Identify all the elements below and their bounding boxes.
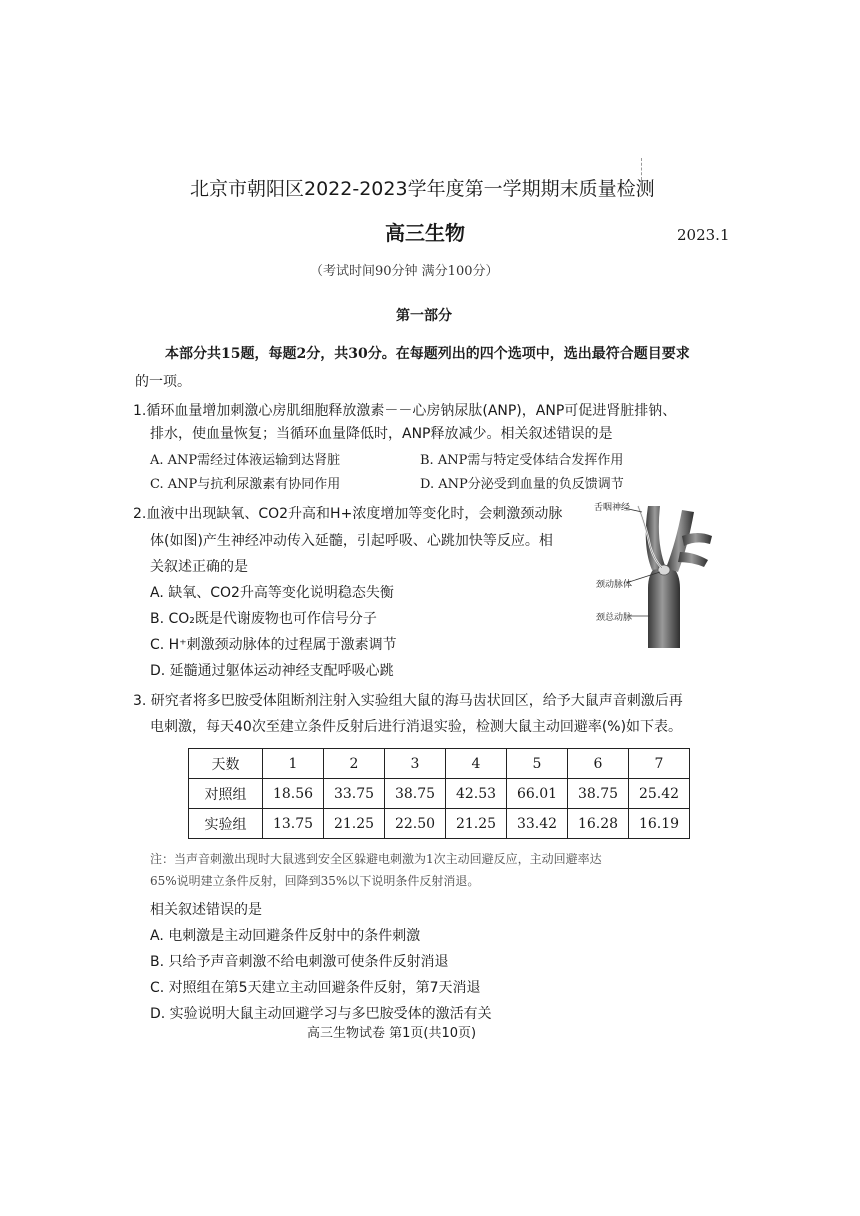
q3-note-line1: 注：当声音刺激出现时大鼠逃到安全区躲避电刺激为1次主动回避反应，主动回避率达 [150,852,602,866]
table-cell: 66.01 [507,779,568,809]
table-cell: 33.42 [507,809,568,839]
table-row-control [189,779,690,809]
table-row-experimental [189,809,690,839]
part1-heading: 第一部分 [396,308,452,324]
figure-label-common-carotid: 颈总动脉 [596,613,633,623]
table-cell: 33.75 [324,779,385,809]
q3-stem-line1: 3. 研究者将多巴胺受体阻断剂注射入实验组大鼠的海马齿状回区，给予大鼠声音刺激后再 [133,693,683,709]
table-cell: 21.25 [446,809,507,839]
page-footer: 高三生物试卷 第1页(共10页) [307,1026,477,1041]
carotid-body-figure [590,496,720,648]
table-header-cell: 3 [385,749,446,779]
avoidance-rate-table [188,748,690,839]
table-header-cell: 2 [324,749,385,779]
q2-option-a: A. 缺氧、CO2升高等变化说明稳态失衡 [150,585,394,601]
q3-stem-line2: 电刺激，每天40次至建立条件反射后进行消退实验，检测大鼠主动回避率(%)如下表。 [150,719,683,735]
q3-note-line2: 65%说明建立条件反射，回降到35%以下说明条件反射消退。 [150,874,480,888]
q3-question: 相关叙述错误的是 [150,902,262,918]
table-cell: 对照组 [189,779,263,809]
q2-option-b: B. CO₂既是代谢废物也可作信号分子 [150,611,377,627]
q2-stem-line1: 2.血液中出现缺氧、CO2升高和H+浓度增加等变化时，会刺激颈动脉 [133,506,563,522]
figure-label-nerve: 舌咽神经 [594,503,631,513]
table-cell: 38.75 [385,779,446,809]
q1-option-a: A. ANP需经过体液运输到达肾脏 [150,453,341,468]
q1-option-c: C. ANP与抗利尿激素有协同作用 [150,477,341,492]
exam-title: 北京市朝阳区2022-2023学年度第一学期期末质量检测 [190,178,655,200]
table-cell: 22.50 [385,809,446,839]
table-header-cell: 1 [263,749,324,779]
table-cell: 25.42 [629,779,690,809]
q1-option-b: B. ANP需与特定受体结合发挥作用 [420,453,624,468]
table-cell: 18.56 [263,779,324,809]
q2-option-c: C. H⁺刺激颈动脉体的过程属于激素调节 [150,637,397,653]
carotid-artery-illustration [590,496,720,648]
table-cell: 16.28 [568,809,629,839]
table-cell: 42.53 [446,779,507,809]
part1-instructions-line2: 的一项。 [135,374,191,390]
exam-info: （考试时间90分钟 满分100分） [310,264,499,279]
q1-stem-line1: 1.循环血量增加刺激心房肌细胞释放激素－－心房钠尿肽(ANP)，ANP可促进肾脏排钠、 [133,403,677,419]
table-cell: 实验组 [189,809,263,839]
q1-option-d: D. ANP分泌受到血量的负反馈调节 [420,477,624,492]
q2-option-d: D. 延髓通过躯体运动神经支配呼吸心跳 [150,663,394,679]
table-header-cell: 7 [629,749,690,779]
table-header-cell: 4 [446,749,507,779]
table-cell: 38.75 [568,779,629,809]
data-table-wrapper [188,748,690,839]
table-cell: 13.75 [263,809,324,839]
q1-stem-line2: 排水，使血量恢复；当循环血量降低时，ANP释放减少。相关叙述错误的是 [150,426,613,442]
q3-option-d: D. 实验说明大鼠主动回避学习与多巴胺受体的激活有关 [150,1006,492,1022]
figure-label-carotid-body: 颈动脉体 [596,580,633,590]
subject-title: 高三生物 [385,221,465,245]
table-cell: 21.25 [324,809,385,839]
table-header-cell: 6 [568,749,629,779]
part1-instructions-line1: 本部分共15题，每题2分，共30分。在每题列出的四个选项中，选出最符合题目要求 [165,346,690,362]
table-header-cell: 天数 [189,749,263,779]
table-header-row [189,749,690,779]
q3-option-a: A. 电刺激是主动回避条件反射中的条件刺激 [150,928,421,944]
table-header-cell: 5 [507,749,568,779]
q2-stem-line2: 体(如图)产生神经冲动传入延髓，引起呼吸、心跳加快等反应。相 [150,533,553,549]
exam-date: 2023.1 [677,226,730,244]
table-cell: 16.19 [629,809,690,839]
q3-option-c: C. 对照组在第5天建立主动回避条件反射，第7天消退 [150,980,481,996]
q2-stem-line3: 关叙述正确的是 [150,559,248,575]
q3-option-b: B. 只给予声音刺激不给电刺激可使条件反射消退 [150,954,449,970]
